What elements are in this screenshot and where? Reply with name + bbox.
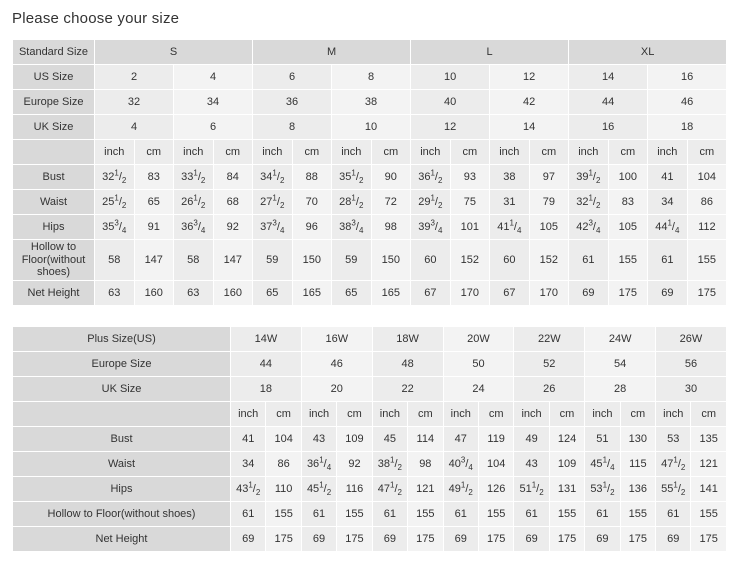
unit-header-cm: cm: [266, 401, 301, 426]
bust-value: $32^1/_2$: [95, 165, 135, 190]
group-header-xl: XL: [569, 40, 727, 65]
bust-value: 38: [490, 165, 530, 190]
table-row: [13, 451, 727, 476]
us-size-value: 16: [648, 65, 727, 90]
uk-size-value: 28: [585, 376, 656, 401]
bust-value: 51: [585, 426, 620, 451]
row-label-units: [13, 140, 95, 165]
group-header-s: S: [95, 40, 253, 65]
hips-value: 116: [337, 476, 372, 501]
net-height-value: 165: [292, 280, 332, 305]
europe-size-value: 34: [174, 90, 253, 115]
bust-value: 104: [687, 165, 727, 190]
table-row: [13, 326, 727, 351]
unit-header-cm: cm: [549, 401, 584, 426]
row-label-standard-size: Standard Size: [13, 40, 95, 65]
hollow-to-floor-value: 155: [549, 501, 584, 526]
net-height-value: 69: [231, 526, 266, 551]
hollow-to-floor-value: 155: [608, 240, 648, 281]
group-header-l: L: [411, 40, 569, 65]
hollow-to-floor-value: 155: [691, 501, 726, 526]
waist-value: $36^1/_4$: [301, 451, 336, 476]
hips-value: 136: [620, 476, 655, 501]
net-height-value: 175: [620, 526, 655, 551]
hollow-to-floor-value: 150: [371, 240, 411, 281]
hollow-to-floor-value: 155: [478, 501, 513, 526]
hips-value: 101: [450, 215, 490, 240]
hollow-to-floor-value: 61: [569, 240, 609, 281]
unit-header-inch: inch: [656, 401, 691, 426]
row-label-hips: Hips: [13, 215, 95, 240]
bust-value: 130: [620, 426, 655, 451]
table-row: [13, 501, 727, 526]
hollow-to-floor-value: 61: [514, 501, 549, 526]
hips-value: 92: [213, 215, 253, 240]
waist-value: $27^1/_2$: [253, 190, 293, 215]
plus-size-value: 18W: [372, 326, 443, 351]
plus-size-value: 20W: [443, 326, 514, 351]
hollow-to-floor-value: 59: [253, 240, 293, 281]
waist-value: 68: [213, 190, 253, 215]
waist-value: 65: [134, 190, 174, 215]
unit-header-inch: inch: [231, 401, 266, 426]
uk-size-value: 22: [372, 376, 443, 401]
hips-value: 98: [371, 215, 411, 240]
unit-header-cm: cm: [371, 140, 411, 165]
plus-size-value: 22W: [514, 326, 585, 351]
hips-value: 131: [549, 476, 584, 501]
hollow-to-floor-value: 61: [231, 501, 266, 526]
table-row: [13, 90, 727, 115]
waist-value: 86: [266, 451, 301, 476]
table-row: [13, 280, 727, 305]
unit-header-cm: cm: [620, 401, 655, 426]
waist-value: 109: [549, 451, 584, 476]
hollow-to-floor-value: 155: [620, 501, 655, 526]
hollow-to-floor-value: 150: [292, 240, 332, 281]
unit-header-inch: inch: [490, 140, 530, 165]
europe-size-value: 50: [443, 351, 514, 376]
net-height-value: 175: [608, 280, 648, 305]
uk-size-value: 18: [231, 376, 302, 401]
waist-value: $25^1/_2$: [95, 190, 135, 215]
plus-size-value: 26W: [656, 326, 727, 351]
us-size-value: 2: [95, 65, 174, 90]
bust-value: 83: [134, 165, 174, 190]
net-height-value: 67: [490, 280, 530, 305]
bust-value: 84: [213, 165, 253, 190]
hips-value: $45^1/_2$: [301, 476, 336, 501]
waist-value: $26^1/_2$: [174, 190, 214, 215]
europe-size-value: 44: [569, 90, 648, 115]
uk-size-value: 16: [569, 115, 648, 140]
unit-header-inch: inch: [253, 140, 293, 165]
plus-size-value: 16W: [301, 326, 372, 351]
row-label-net-height: Net Height: [13, 280, 95, 305]
table-row: [13, 376, 727, 401]
hollow-to-floor-value: 147: [213, 240, 253, 281]
europe-size-value: 36: [253, 90, 332, 115]
net-height-value: 63: [95, 280, 135, 305]
us-size-value: 8: [332, 65, 411, 90]
bust-value: 124: [549, 426, 584, 451]
row-label-hollow-to-floor: Hollow to Floor(without shoes): [13, 240, 95, 281]
hips-value: 110: [266, 476, 301, 501]
unit-header-cm: cm: [213, 140, 253, 165]
table-row: [13, 476, 727, 501]
net-height-value: 175: [266, 526, 301, 551]
table-row: [13, 165, 727, 190]
uk-size-value: 20: [301, 376, 372, 401]
europe-size-value: 44: [231, 351, 302, 376]
bust-value: 88: [292, 165, 332, 190]
row-label-europe-size: Europe Size: [13, 351, 231, 376]
waist-value: $45^1/_4$: [585, 451, 620, 476]
net-height-value: 69: [372, 526, 407, 551]
bust-value: 93: [450, 165, 490, 190]
bust-value: 97: [529, 165, 569, 190]
net-height-value: 65: [332, 280, 372, 305]
uk-size-value: 18: [648, 115, 727, 140]
row-label-us-size: US Size: [13, 65, 95, 90]
hollow-to-floor-value: 147: [134, 240, 174, 281]
hollow-to-floor-value: 61: [656, 501, 691, 526]
waist-value: 98: [408, 451, 443, 476]
uk-size-value: 6: [174, 115, 253, 140]
waist-value: 70: [292, 190, 332, 215]
hips-value: $51^1/_2$: [514, 476, 549, 501]
unit-header-inch: inch: [443, 401, 478, 426]
unit-header-inch: inch: [174, 140, 214, 165]
waist-value: $32^1/_2$: [569, 190, 609, 215]
hollow-to-floor-value: 61: [648, 240, 688, 281]
bust-value: 109: [337, 426, 372, 451]
plus-size-value: 14W: [231, 326, 302, 351]
waist-value: 75: [450, 190, 490, 215]
row-label-units: [13, 401, 231, 426]
uk-size-value: 8: [253, 115, 332, 140]
net-height-value: 160: [213, 280, 253, 305]
waist-value: 92: [337, 451, 372, 476]
row-label-bust: Bust: [13, 426, 231, 451]
bust-value: 41: [231, 426, 266, 451]
hollow-to-floor-value: 61: [372, 501, 407, 526]
table-row: [13, 401, 727, 426]
bust-value: 49: [514, 426, 549, 451]
bust-value: $33^1/_2$: [174, 165, 214, 190]
net-height-value: 65: [253, 280, 293, 305]
unit-header-cm: cm: [691, 401, 726, 426]
row-label-plus-size: Plus Size(US): [13, 326, 231, 351]
hips-value: 141: [691, 476, 726, 501]
waist-value: $47^1/_2$: [656, 451, 691, 476]
hips-value: $42^3/_4$: [569, 215, 609, 240]
waist-value: 115: [620, 451, 655, 476]
net-height-value: 175: [478, 526, 513, 551]
uk-size-value: 12: [411, 115, 490, 140]
hips-value: $43^1/_2$: [231, 476, 266, 501]
unit-header-cm: cm: [478, 401, 513, 426]
hips-value: $38^3/_4$: [332, 215, 372, 240]
waist-value: 104: [478, 451, 513, 476]
page-title: Please choose your size: [12, 10, 180, 27]
waist-value: $38^1/_2$: [372, 451, 407, 476]
hollow-to-floor-value: 152: [450, 240, 490, 281]
hollow-to-floor-value: 59: [332, 240, 372, 281]
net-height-value: 160: [134, 280, 174, 305]
net-height-value: 175: [687, 280, 727, 305]
unit-header-inch: inch: [585, 401, 620, 426]
row-label-europe-size: Europe Size: [13, 90, 95, 115]
net-height-value: 67: [411, 280, 451, 305]
net-height-value: 69: [514, 526, 549, 551]
uk-size-value: 24: [443, 376, 514, 401]
plus-size-chart: [12, 326, 727, 552]
hollow-to-floor-value: 155: [337, 501, 372, 526]
bust-value: 100: [608, 165, 648, 190]
unit-header-cm: cm: [608, 140, 648, 165]
net-height-value: 170: [450, 280, 490, 305]
hips-value: $36^3/_4$: [174, 215, 214, 240]
unit-header-inch: inch: [95, 140, 135, 165]
waist-value: $28^1/_2$: [332, 190, 372, 215]
us-size-value: 6: [253, 65, 332, 90]
hips-value: $39^3/_4$: [411, 215, 451, 240]
europe-size-value: 46: [648, 90, 727, 115]
hollow-to-floor-value: 60: [490, 240, 530, 281]
hips-value: $47^1/_2$: [372, 476, 407, 501]
row-label-uk-size: UK Size: [13, 376, 231, 401]
bust-value: 114: [408, 426, 443, 451]
hollow-to-floor-value: 60: [411, 240, 451, 281]
bust-value: 53: [656, 426, 691, 451]
table-row: [13, 65, 727, 90]
bust-value: 119: [478, 426, 513, 451]
unit-header-inch: inch: [648, 140, 688, 165]
row-label-hollow-to-floor: Hollow to Floor(without shoes): [13, 501, 231, 526]
waist-value: 121: [691, 451, 726, 476]
hollow-to-floor-value: 58: [174, 240, 214, 281]
unit-header-inch: inch: [332, 140, 372, 165]
us-size-value: 4: [174, 65, 253, 90]
hollow-to-floor-value: 155: [408, 501, 443, 526]
bust-value: $34^1/_2$: [253, 165, 293, 190]
hips-value: 112: [687, 215, 727, 240]
unit-header-inch: inch: [569, 140, 609, 165]
unit-header-cm: cm: [450, 140, 490, 165]
hips-value: $44^1/_4$: [648, 215, 688, 240]
unit-header-inch: inch: [372, 401, 407, 426]
bust-value: $39^1/_2$: [569, 165, 609, 190]
uk-size-value: 14: [490, 115, 569, 140]
us-size-value: 10: [411, 65, 490, 90]
waist-value: 86: [687, 190, 727, 215]
bust-value: 45: [372, 426, 407, 451]
row-label-bust: Bust: [13, 165, 95, 190]
hips-value: $53^1/_2$: [585, 476, 620, 501]
hollow-to-floor-value: 61: [301, 501, 336, 526]
waist-value: 72: [371, 190, 411, 215]
us-size-value: 14: [569, 65, 648, 90]
bust-value: 104: [266, 426, 301, 451]
unit-header-inch: inch: [411, 140, 451, 165]
europe-size-value: 48: [372, 351, 443, 376]
table-row: [13, 115, 727, 140]
row-label-hips: Hips: [13, 476, 231, 501]
waist-value: 83: [608, 190, 648, 215]
net-height-value: 69: [569, 280, 609, 305]
europe-size-value: 38: [332, 90, 411, 115]
hollow-to-floor-value: 61: [443, 501, 478, 526]
unit-header-cm: cm: [687, 140, 727, 165]
net-height-value: 69: [301, 526, 336, 551]
hollow-to-floor-value: 58: [95, 240, 135, 281]
bust-value: 41: [648, 165, 688, 190]
unit-header-inch: inch: [514, 401, 549, 426]
hips-value: $55^1/_2$: [656, 476, 691, 501]
waist-value: 34: [231, 451, 266, 476]
uk-size-value: 4: [95, 115, 174, 140]
uk-size-value: 26: [514, 376, 585, 401]
hips-value: 96: [292, 215, 332, 240]
hips-value: $41^1/_4$: [490, 215, 530, 240]
net-height-value: 69: [585, 526, 620, 551]
hips-value: 105: [529, 215, 569, 240]
row-label-net-height: Net Height: [13, 526, 231, 551]
hips-value: $37^3/_4$: [253, 215, 293, 240]
net-height-value: 69: [648, 280, 688, 305]
standard-size-chart: [12, 39, 727, 306]
row-label-uk-size: UK Size: [13, 115, 95, 140]
hollow-to-floor-value: 155: [266, 501, 301, 526]
plus-size-chart-wrap: [0, 326, 738, 552]
net-height-value: 69: [656, 526, 691, 551]
bust-value: $35^1/_2$: [332, 165, 372, 190]
uk-size-value: 30: [656, 376, 727, 401]
uk-size-value: 10: [332, 115, 411, 140]
table-row: [13, 426, 727, 451]
europe-size-value: 54: [585, 351, 656, 376]
hips-value: $35^3/_4$: [95, 215, 135, 240]
table-row: [13, 240, 727, 281]
waist-value: 31: [490, 190, 530, 215]
net-height-value: 175: [337, 526, 372, 551]
hips-value: $49^1/_2$: [443, 476, 478, 501]
table-row: [13, 215, 727, 240]
standard-size-chart-wrap: [0, 39, 738, 306]
hollow-to-floor-value: 155: [687, 240, 727, 281]
unit-header-cm: cm: [529, 140, 569, 165]
waist-value: $40^3/_4$: [443, 451, 478, 476]
row-label-waist: Waist: [13, 451, 231, 476]
unit-header-cm: cm: [408, 401, 443, 426]
unit-header-inch: inch: [301, 401, 336, 426]
hollow-to-floor-value: 61: [585, 501, 620, 526]
net-height-value: 175: [408, 526, 443, 551]
table-row: [13, 190, 727, 215]
waist-value: $29^1/_2$: [411, 190, 451, 215]
table-row: [13, 140, 727, 165]
table-row: [13, 40, 727, 65]
bust-value: 43: [301, 426, 336, 451]
europe-size-value: 40: [411, 90, 490, 115]
net-height-value: 63: [174, 280, 214, 305]
europe-size-value: 32: [95, 90, 174, 115]
net-height-value: 175: [691, 526, 726, 551]
waist-value: 34: [648, 190, 688, 215]
unit-header-cm: cm: [292, 140, 332, 165]
net-height-value: 170: [529, 280, 569, 305]
hips-value: 121: [408, 476, 443, 501]
table-row: [13, 526, 727, 551]
net-height-value: 175: [549, 526, 584, 551]
bust-value: 47: [443, 426, 478, 451]
row-label-waist: Waist: [13, 190, 95, 215]
bust-value: 135: [691, 426, 726, 451]
hips-value: 91: [134, 215, 174, 240]
europe-size-value: 52: [514, 351, 585, 376]
unit-header-cm: cm: [134, 140, 174, 165]
us-size-value: 12: [490, 65, 569, 90]
hollow-to-floor-value: 152: [529, 240, 569, 281]
table-row: [13, 351, 727, 376]
waist-value: 43: [514, 451, 549, 476]
bust-value: $36^1/_2$: [411, 165, 451, 190]
net-height-value: 165: [371, 280, 411, 305]
bust-value: 90: [371, 165, 411, 190]
europe-size-value: 42: [490, 90, 569, 115]
net-height-value: 69: [443, 526, 478, 551]
europe-size-value: 46: [301, 351, 372, 376]
hips-value: 105: [608, 215, 648, 240]
plus-size-value: 24W: [585, 326, 656, 351]
hips-value: 126: [478, 476, 513, 501]
waist-value: 79: [529, 190, 569, 215]
europe-size-value: 56: [656, 351, 727, 376]
unit-header-cm: cm: [337, 401, 372, 426]
group-header-m: M: [253, 40, 411, 65]
